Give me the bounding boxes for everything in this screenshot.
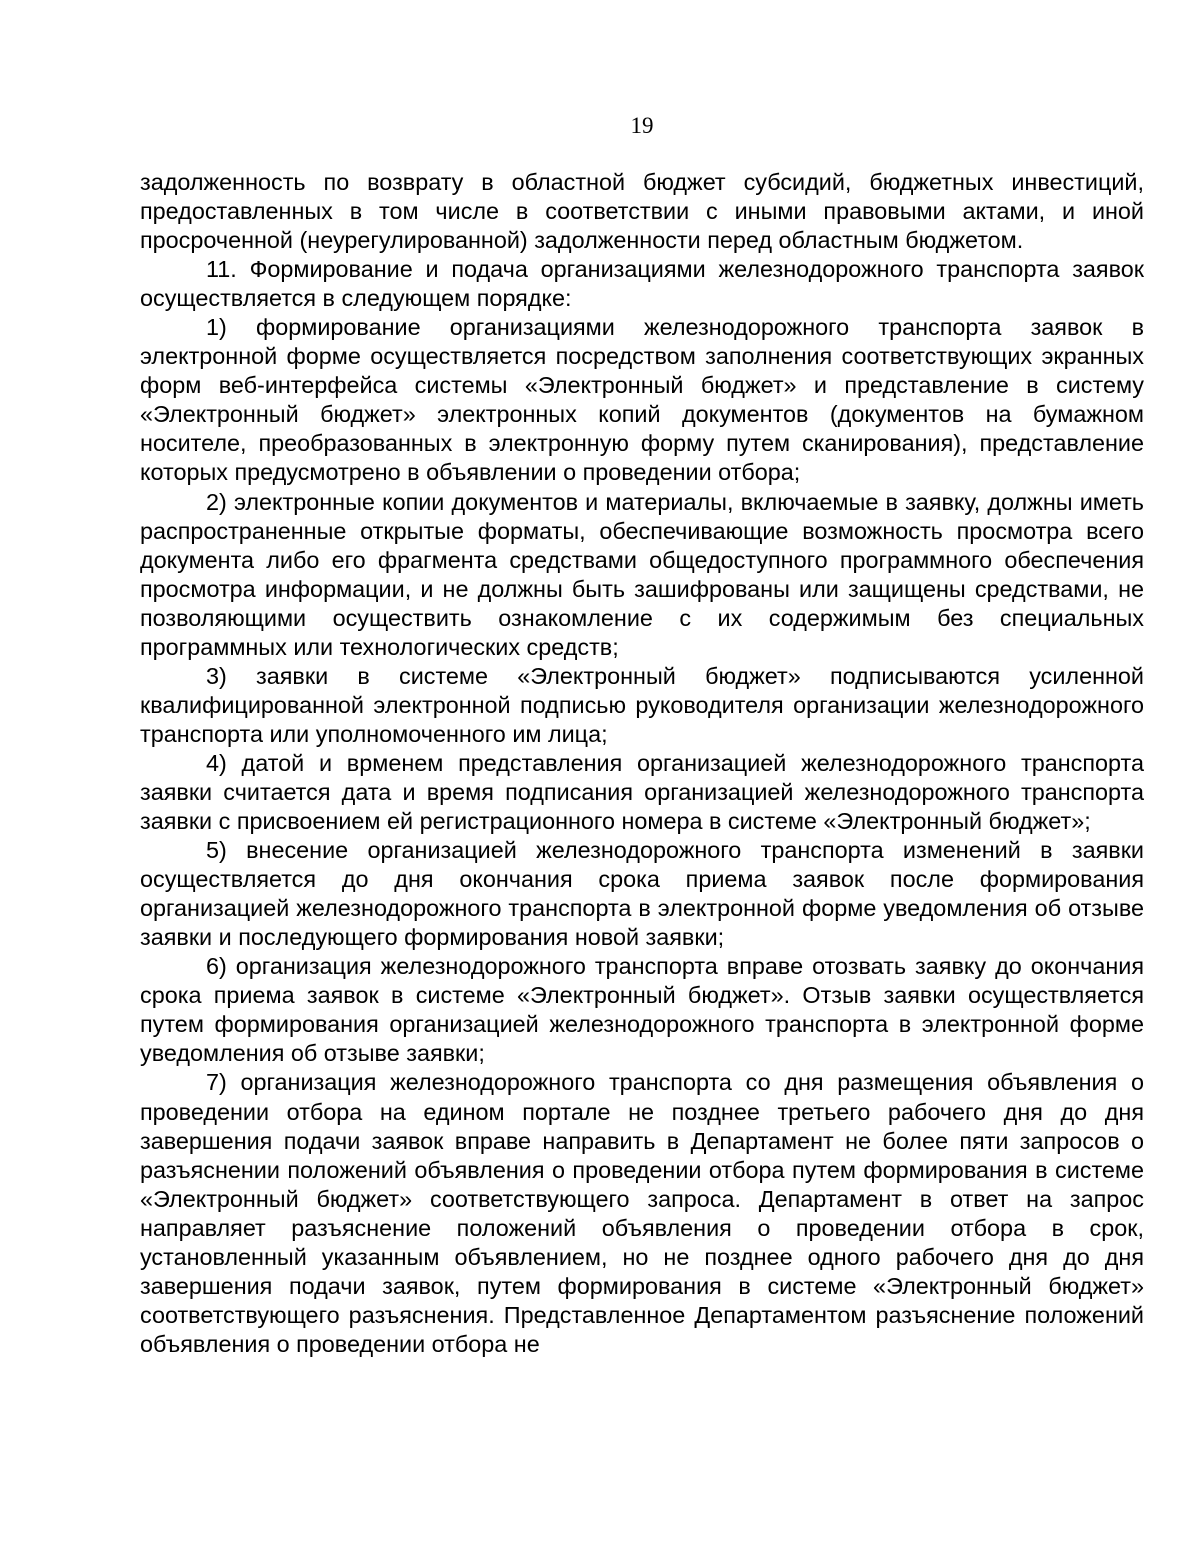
paragraph-subitem-6: 6) организация железнодорожного транспорта вправе отозвать заявку до окончания срока приема заявок в системе «Электронный бюджет». Отзыв заявки осуществляется путем формирования организацией железнодорожного транспорта в электронной форме уведомления об отзыве заявки; <box>140 953 1144 1067</box>
paragraph-debt-clause: задолженность по возврату в областной бюджет субсидий, бюджетных инвестиций, предоставленных в том числе в соответствии с иными правовыми актами, и иной просроченной (неурегулированной) задолженности перед областным бюджетом. <box>140 169 1144 254</box>
paragraph-subitem-1: 1) формирование организациями железнодорожного транспорта заявок в электронной форме осуществляется посредством заполнения соответствующих экранных форм веб-интерфейса системы «Электронный бюджет» и представление в систему «Электронный бюджет» электронных копий документов (документов на бумажном носителе, преобразованных в электронную форму путем сканирования), представление которых предусмотрено в объявлении о проведении отбора; <box>140 314 1144 486</box>
document-body <box>140 168 1144 1359</box>
page-number: 19 <box>630 113 654 138</box>
paragraph-subitem-2: 2) электронные копии документов и материалы, включаемые в заявку, должны иметь распространенные открытые форматы, обеспечивающие возможность просмотра всего документа либо его фрагмента средствами общедоступного программного обеспечения просмотра информации, и не должны быть зашифрованы или защищены средствами, не позволяющими осуществить ознакомление с их содержимым без специальных программных или технологических средств; <box>140 488 1144 660</box>
paragraph-subitem-7: 7) организация железнодорожного транспорта со дня размещения объявления о проведении отбора на едином портале не позднее третьего рабочего дня до дня завершения подачи заявок вправе направить в Департамент не более пяти запросов о разъяснении положений объявления о проведении отбора путем формирования в системе «Электронный бюджет» соответствующего запроса. Департамент в ответ на запрос направляет разъяснение положений объявления о проведении отбора в срок, установленный указанным объявлением, но не позднее одного рабочего дня до дня завершения подачи заявок, путем формирования в системе «Электронный бюджет» соответствующего разъяснения. Представленное Департаментом разъяснение положений объявления о проведении отбора не <box>140 1069 1144 1357</box>
paragraph-subitem-5: 5) внесение организацией железнодорожного транспорта изменений в заявки осуществляется до дня окончания срока приема заявок после формирования организацией железнодорожного транспорта в электронной форме уведомления об отзыве заявки и последующего формирования новой заявки; <box>140 837 1144 951</box>
paragraph-subitem-3: 3) заявки в системе «Электронный бюджет» подписываются усиленной квалифицированной электронной подписью руководителя организации железнодорожного транспорта или уполномоченного им лица; <box>140 662 1144 747</box>
paragraph-item-11: 11. Формирование и подача организациями железнодорожного транспорта заявок осуществляется в следующем порядке: <box>140 256 1144 312</box>
paragraph-subitem-4: 4) датой и врменем представления организацией железнодорожного транспорта заявки считается дата и время подписания организацией железнодорожного транспорта заявки с присвоением ей регистрационного номера в системе «Электронный бюджет»; <box>140 749 1144 835</box>
